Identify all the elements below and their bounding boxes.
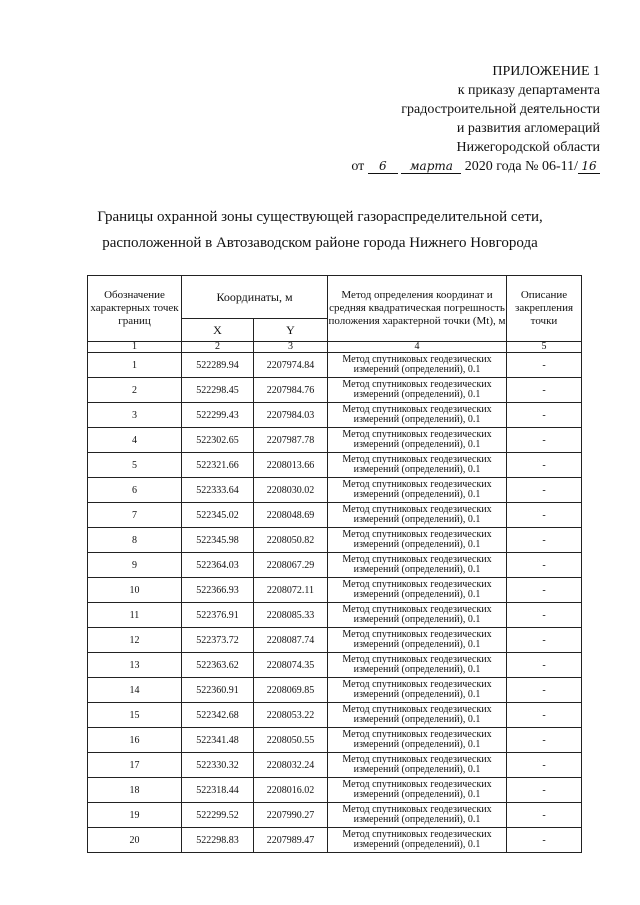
point-number: 20 [88,828,182,853]
method-cell [328,403,507,428]
point-description: - [507,578,582,603]
point-description: - [507,503,582,528]
point-number: 8 [88,528,182,553]
coord-x: 522302.65 [182,428,254,453]
coord-x: 522289.94 [182,353,254,378]
point-description: - [507,403,582,428]
coord-y: 2208053.22 [254,703,328,728]
method-line-2: измерений (определений), 0.1 [353,564,481,575]
method-line-1: Метод спутниковых геодезических [342,554,492,565]
table-row [88,453,582,478]
coord-x: 522360.91 [182,678,254,703]
method-line-2: измерений (определений), 0.1 [353,639,481,650]
method-cell [328,503,507,528]
header-coordinates: Координаты, м [182,276,328,319]
method-line-2: измерений (определений), 0.1 [353,364,481,375]
point-number: 2 [88,378,182,403]
method-line-1: Метод спутниковых геодезических [342,729,492,740]
point-number: 10 [88,578,182,603]
table-row [88,403,582,428]
method-cell [328,678,507,703]
header-y: Y [254,319,328,342]
method-cell [328,553,507,578]
point-description: - [507,353,582,378]
method-line-1: Метод спутниковых геодезических [342,529,492,540]
method-line-1: Метод спутниковых геодезических [342,379,492,390]
header-method: Метод определения координат и средняя квадратическая погрешность положения характерной точки (Mt), м [328,276,507,342]
point-number: 13 [88,653,182,678]
point-number: 15 [88,703,182,728]
point-number: 3 [88,403,182,428]
method-cell [328,628,507,653]
coord-y: 2207989.47 [254,828,328,853]
method-line-2: измерений (определений), 0.1 [353,589,481,600]
method-line-1: Метод спутниковых геодезических [342,754,492,765]
method-cell [328,378,507,403]
annex-line-2: градостроительной деятельности [401,102,600,117]
method-cell [328,803,507,828]
method-line-1: Метод спутниковых геодезических [342,704,492,715]
method-cell [328,353,507,378]
point-description: - [507,678,582,703]
point-description: - [507,603,582,628]
order-reference [280,157,600,176]
coord-x: 522366.93 [182,578,254,603]
method-cell [328,753,507,778]
table-row [88,603,582,628]
coord-y: 2208050.82 [254,528,328,553]
point-description: - [507,778,582,803]
point-description: - [507,653,582,678]
coord-x: 522299.52 [182,803,254,828]
coord-y: 2207984.03 [254,403,328,428]
method-line-2: измерений (определений), 0.1 [353,764,481,775]
table-row [88,828,582,853]
method-line-2: измерений (определений), 0.1 [353,439,481,450]
table-row [88,653,582,678]
method-line-2: измерений (определений), 0.1 [353,839,481,850]
table-row [88,753,582,778]
point-description: - [507,453,582,478]
point-number: 18 [88,778,182,803]
method-line-2: измерений (определений), 0.1 [353,539,481,550]
method-cell [328,603,507,628]
coord-x: 522333.64 [182,478,254,503]
header-x: X [182,319,254,342]
point-number: 9 [88,553,182,578]
method-line-1: Метод спутниковых геодезических [342,604,492,615]
order-day: 6 [368,159,398,174]
point-description: - [507,753,582,778]
method-line-1: Метод спутниковых геодезических [342,404,492,415]
method-line-1: Метод спутниковых геодезических [342,779,492,790]
table-row [88,628,582,653]
method-cell [328,453,507,478]
table-row [88,528,582,553]
document-title [0,204,640,256]
method-line-2: измерений (определений), 0.1 [353,614,481,625]
header-description: Описание закрепления точки [507,276,582,342]
table-row [88,803,582,828]
table-row [88,353,582,378]
coord-x: 522364.03 [182,553,254,578]
table-body [88,353,582,853]
title-line-2: расположенной в Автозаводском районе города Нижнего Новгорода [102,235,538,251]
method-line-2: измерений (определений), 0.1 [353,389,481,400]
coord-x: 522330.32 [182,753,254,778]
coordinates-table [87,275,582,853]
coord-y: 2208085.33 [254,603,328,628]
point-number: 19 [88,803,182,828]
method-cell [328,578,507,603]
point-number: 14 [88,678,182,703]
header-designation: Обозначение характерных точек границ [88,276,182,342]
table-row [88,553,582,578]
point-description: - [507,728,582,753]
point-number: 6 [88,478,182,503]
method-line-1: Метод спутниковых геодезических [342,479,492,490]
annex-line-3: и развития агломераций [456,121,600,136]
method-line-1: Метод спутниковых геодезических [342,629,492,640]
method-cell [328,778,507,803]
method-cell [328,653,507,678]
method-line-2: измерений (определений), 0.1 [353,414,481,425]
coord-x: 522345.02 [182,503,254,528]
method-line-2: измерений (определений), 0.1 [353,789,481,800]
coord-y: 2207990.27 [254,803,328,828]
point-number: 1 [88,353,182,378]
coord-y: 2207974.84 [254,353,328,378]
coord-y: 2208048.69 [254,503,328,528]
method-cell [328,828,507,853]
coord-x: 522373.72 [182,628,254,653]
coord-x: 522341.48 [182,728,254,753]
title-line-1: Границы охранной зоны существующей газораспределительной сети, [97,209,543,225]
method-cell [328,728,507,753]
method-line-1: Метод спутниковых геодезических [342,429,492,440]
order-prefix: от [351,159,365,174]
method-line-2: измерений (определений), 0.1 [353,689,481,700]
coord-y: 2208087.74 [254,628,328,653]
point-description: - [507,553,582,578]
coord-y: 2208050.55 [254,728,328,753]
table-row [88,378,582,403]
method-line-1: Метод спутниковых геодезических [342,579,492,590]
point-number: 11 [88,603,182,628]
method-line-1: Метод спутниковых геодезических [342,804,492,815]
method-line-1: Метод спутниковых геодезических [342,654,492,665]
point-number: 17 [88,753,182,778]
order-number: 16 [578,159,600,174]
point-description: - [507,703,582,728]
coord-x: 522298.83 [182,828,254,853]
method-cell [328,703,507,728]
table-row [88,503,582,528]
point-description: - [507,478,582,503]
column-number-5: 5 [507,342,582,353]
point-number: 5 [88,453,182,478]
column-number-1: 1 [88,342,182,353]
coord-x: 522318.44 [182,778,254,803]
coord-y: 2208069.85 [254,678,328,703]
coord-y: 2208013.66 [254,453,328,478]
point-description: - [507,828,582,853]
method-line-1: Метод спутниковых геодезических [342,679,492,690]
table-row [88,578,582,603]
coord-x: 522342.68 [182,703,254,728]
method-line-2: измерений (определений), 0.1 [353,714,481,725]
point-description: - [507,428,582,453]
method-line-2: измерений (определений), 0.1 [353,514,481,525]
annex-header [280,62,600,176]
method-cell [328,478,507,503]
table-row [88,728,582,753]
coord-y: 2208074.35 [254,653,328,678]
method-line-2: измерений (определений), 0.1 [353,739,481,750]
order-middle: 2020 года № 06-11/ [464,159,578,174]
column-number-3: 3 [254,342,328,353]
coord-y: 2208067.29 [254,553,328,578]
coord-y: 2207984.76 [254,378,328,403]
table-row [88,678,582,703]
point-description: - [507,378,582,403]
coord-x: 522345.98 [182,528,254,553]
coord-x: 522363.62 [182,653,254,678]
point-description: - [507,803,582,828]
point-number: 4 [88,428,182,453]
column-number-2: 2 [182,342,254,353]
method-line-2: измерений (определений), 0.1 [353,489,481,500]
table-row [88,778,582,803]
point-number: 12 [88,628,182,653]
point-number: 7 [88,503,182,528]
table-row [88,428,582,453]
annex-title: ПРИЛОЖЕНИЕ 1 [492,64,600,79]
method-cell [328,428,507,453]
coord-x: 522376.91 [182,603,254,628]
coord-y: 2208016.02 [254,778,328,803]
method-line-1: Метод спутниковых геодезических [342,454,492,465]
point-description: - [507,528,582,553]
method-line-1: Метод спутниковых геодезических [342,354,492,365]
coord-x: 522299.43 [182,403,254,428]
order-month: марта [401,159,461,174]
method-line-2: измерений (определений), 0.1 [353,664,481,675]
method-line-2: измерений (определений), 0.1 [353,464,481,475]
coord-y: 2208072.11 [254,578,328,603]
annex-line-4: Нижегородской области [456,140,600,155]
coord-y: 2208030.02 [254,478,328,503]
method-line-2: измерений (определений), 0.1 [353,814,481,825]
coord-y: 2208032.24 [254,753,328,778]
method-line-1: Метод спутниковых геодезических [342,504,492,515]
coord-x: 522298.45 [182,378,254,403]
method-cell [328,528,507,553]
column-number-4: 4 [328,342,507,353]
table-row [88,478,582,503]
coord-y: 2207987.78 [254,428,328,453]
point-description: - [507,628,582,653]
table-row [88,703,582,728]
point-number: 16 [88,728,182,753]
annex-line-1: к приказу департамента [457,83,600,98]
coord-x: 522321.66 [182,453,254,478]
method-line-1: Метод спутниковых геодезических [342,829,492,840]
